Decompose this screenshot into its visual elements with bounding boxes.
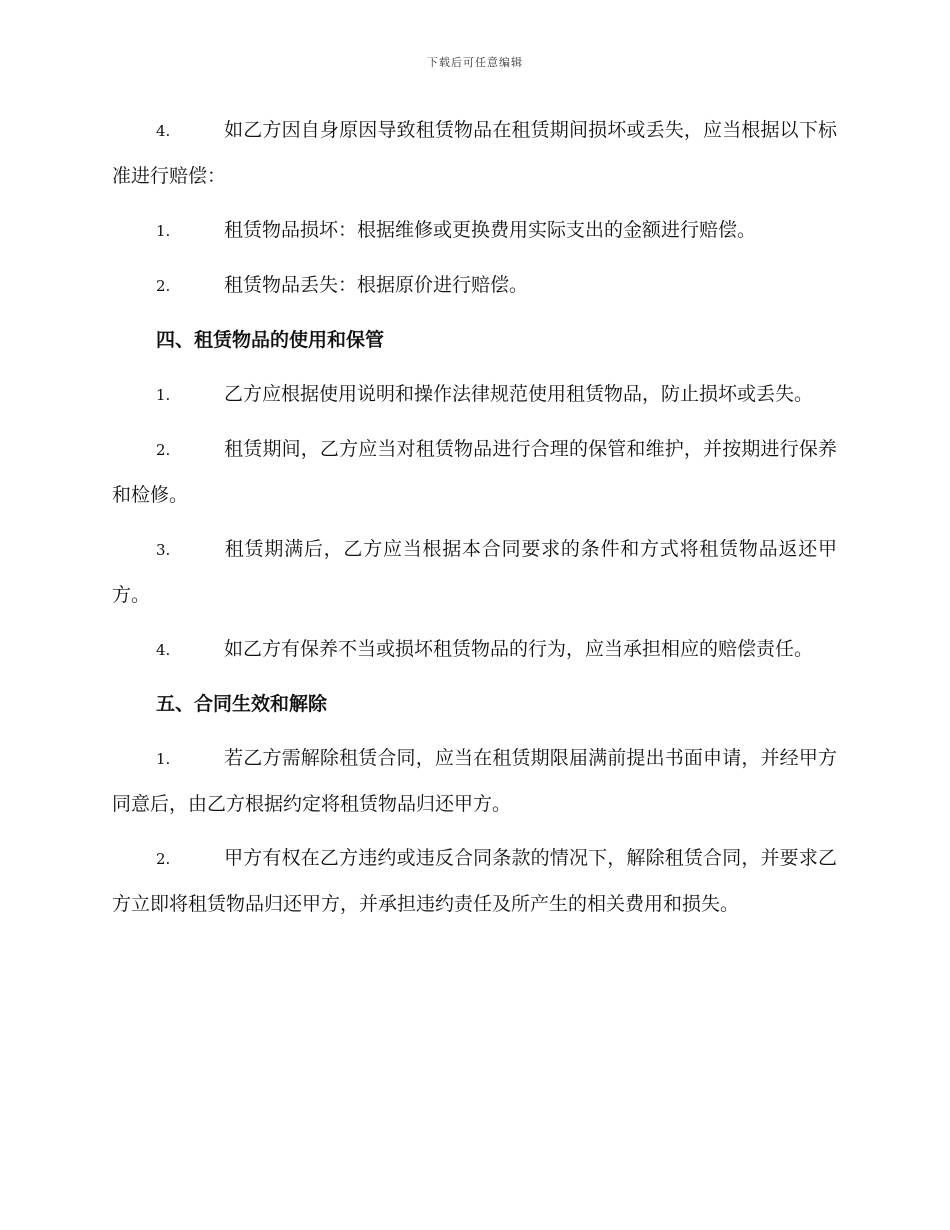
clause-item <box>112 263 837 309</box>
document-body <box>112 108 837 936</box>
clause-number: 2. <box>156 850 171 868</box>
clause-item <box>112 627 837 673</box>
section-heading: 五、合同生效和解除 <box>156 693 328 715</box>
clause-number: 2. <box>156 441 171 459</box>
clause-text: 若乙方需解除租赁合同，应当在租赁期限届满前提出书面申请，并经甲方同意后，由乙方根据约定将租赁物品归还甲方。 <box>112 747 837 815</box>
clause-text: 如乙方有保养不当或损坏租赁物品的行为，应当承担相应的赔偿责任。 <box>224 638 814 660</box>
clause-number: 1. <box>156 386 171 404</box>
clause-text: 租赁期间，乙方应当对租赁物品进行合理的保管和维护，并按期进行保养和检修。 <box>112 438 837 506</box>
clause-item <box>112 427 837 518</box>
clause-text: 如乙方因自身原因导致租赁物品在租赁期间损坏或丢失，应当根据以下标准进行赔偿： <box>112 119 837 187</box>
clause-number: 1. <box>156 222 171 240</box>
clause-item <box>112 108 837 199</box>
clause-text: 租赁物品丢失：根据原价进行赔偿。 <box>224 274 529 296</box>
clause-text: 乙方应根据使用说明和操作法律规范使用租赁物品，防止损坏或丢失。 <box>224 383 814 405</box>
clause-text: 租赁物品损坏：根据维修或更换费用实际支出的金额进行赔偿。 <box>224 219 757 241</box>
clause-item <box>112 736 837 827</box>
clause-number: 3. <box>156 541 171 559</box>
clause-number: 2. <box>156 277 171 295</box>
clause-number: 4. <box>156 641 171 659</box>
section-heading: 四、租赁物品的使用和保管 <box>156 329 385 351</box>
clause-item <box>112 372 837 418</box>
clause-item <box>112 836 837 927</box>
clause-item <box>112 208 837 254</box>
page-header: 下载后可任意编辑 <box>427 56 523 69</box>
clause-text: 租赁期满后，乙方应当根据本合同要求的条件和方式将租赁物品返还甲方。 <box>112 538 837 606</box>
clause-text: 甲方有权在乙方违约或违反合同条款的情况下，解除租赁合同，并要求乙方立即将租赁物品归还甲方，并承担违约责任及所产生的相关费用和损失。 <box>112 847 837 915</box>
clause-number: 4. <box>156 122 171 140</box>
clause-item <box>112 527 837 618</box>
clause-number: 1. <box>156 750 171 768</box>
